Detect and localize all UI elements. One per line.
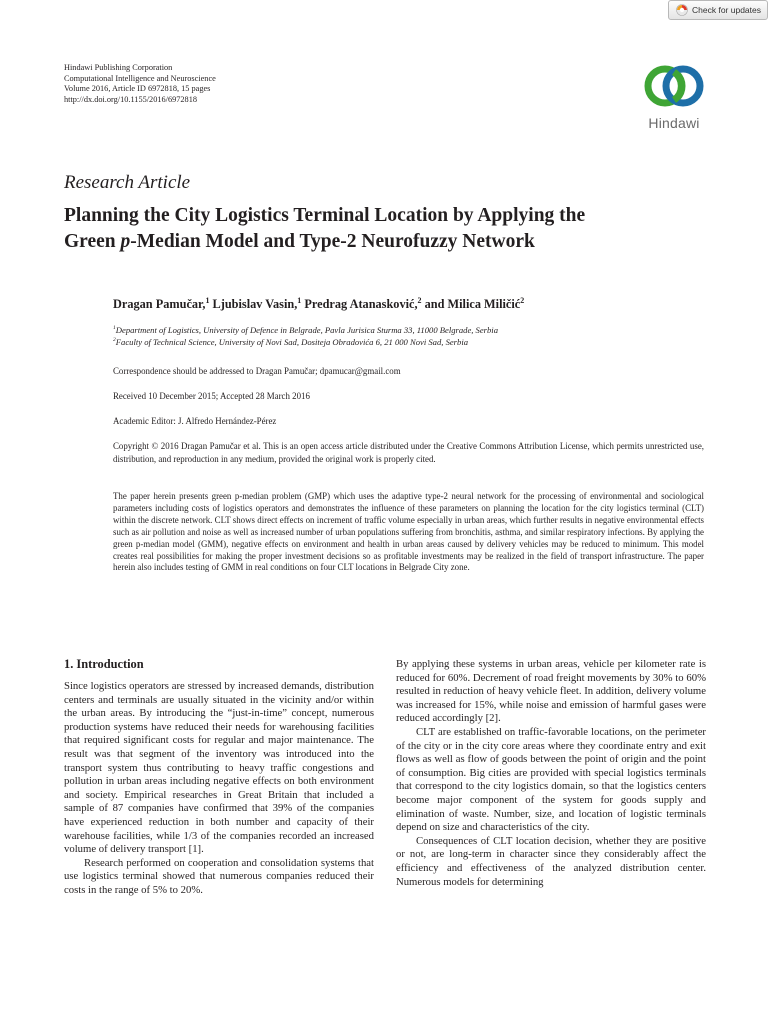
- title-line-1: Planning the City Logistics Terminal Location by Applying the: [64, 205, 586, 226]
- author-name: Predrag Atanasković,: [301, 297, 418, 311]
- academic-editor: Academic Editor: J. Alfredo Hernández-Pérez: [113, 416, 277, 426]
- affiliation-text: Faculty of Technical Science, University of Novi Sad, Dositeja Obradovića 6, 21 000 Novi Sad, Serbia: [115, 337, 469, 347]
- author-name: Dragan Pamučar,: [113, 297, 206, 311]
- received-dates: Received 10 December 2015; Accepted 28 March 2016: [113, 391, 310, 401]
- author-affiliation-mark: 2: [520, 295, 525, 305]
- title-line-2-post: -Median Model and Type-2 Neurofuzzy Network: [130, 231, 535, 252]
- left-column: [64, 656, 374, 898]
- article-type: Research Article: [64, 172, 191, 193]
- affiliation-mark: 1: [113, 325, 116, 332]
- paper-title: [64, 203, 714, 255]
- hindawi-logo: [634, 62, 714, 131]
- affiliation-2: [113, 337, 468, 347]
- check-for-updates-label: Check for updates: [692, 5, 761, 15]
- paragraph: Consequences of CLT location decision, whether they are positive or not, are long-term in character since they considerably affect the efficiency and effectiveness of the analyzed distribution center. Numerous models for determining: [396, 834, 706, 888]
- section-heading: 1. Introduction: [64, 657, 144, 671]
- paragraph: Research performed on cooperation and consolidation systems that use logistics terminal showed that numerous companies reduced their costs in the range of 5% to 20%.: [64, 856, 374, 896]
- copyright-notice: Copyright © 2016 Dragan Pamučar et al. This is an open access article distributed under the Creative Commons Attribution License, which permits unrestricted use, distribution, and reproduction in any medium, provided the original work is properly cited.: [113, 441, 704, 464]
- check-for-updates-button[interactable]: [668, 0, 768, 20]
- paragraph: CLT are established on traffic-favorable locations, on the perimeter of the city or in the city core areas where they coordinate entry and exit flows as well as flow of goods between the point of origin and the point of consumption. Big cities are provided with special logistics terminals that correspond to the city logistics domain, so that the logistics centers become major component of the system for goods supply and elimination of waste. Number, size, and location of logistic terminals depend on size and characteristics of the city.: [396, 725, 706, 834]
- author-affiliation-mark: 2: [417, 295, 422, 305]
- author-affiliation-mark: 1: [297, 295, 302, 305]
- author-name: and Milica Miličić: [421, 297, 521, 311]
- author-name: Ljubislav Vasin,: [209, 297, 298, 311]
- affiliation-text: Department of Logistics, University of Defence in Belgrade, Pavla Jurisica Sturma 33, 11000 Belgrade, Serbia: [115, 325, 498, 335]
- crossmark-icon: [676, 4, 688, 16]
- affiliation-1: [113, 325, 498, 335]
- right-column: [396, 658, 706, 889]
- journal-name: Computational Intelligence and Neuroscience: [64, 73, 216, 83]
- journal-header: [64, 63, 216, 105]
- abstract: The paper herein presents green p-median problem (GMP) which uses the adaptive type-2 neural network for the processing of environmental and sociological parameters including costs of logistics operators and demonstrates the influence of these parameters on planning the location for the city logistics terminal (CLT) within the discrete network. CLT shows direct effects on increment of traffic volume especially in urban areas, which further results in negative environmental effects such as air pollution and noise as well as increased number of urban populations suffering from bronchitis, asthma, and similar respiratory infections. By applying the green p-median model (GMM), negative effects on environment and health in urban areas caused by delivery vehicles may be reduced to minimum. This model creates real possibilities for making the proper investment decisions so as profitable investments may be realized in the field of transport infrastructure. The paper herein also includes testing of GMM in real conditions on four CLT locations in Belgrade City zone.: [113, 491, 704, 573]
- paragraph: By applying these systems in urban areas, vehicle per kilometer rate is reduced for 60%. Decrement of road freight movements by 30% to 60% resulted in reduction of heavy vehicle fleet. In addition, delivery volume was increased for 15%, while noise and emission of harmful gases were reduced accordingly [2].: [396, 658, 706, 725]
- author-list: [113, 297, 524, 312]
- publisher: Hindawi Publishing Corporation: [64, 63, 173, 72]
- correspondence: Correspondence should be addressed to Dragan Pamučar; dpamucar@gmail.com: [113, 366, 401, 376]
- volume-info: Volume 2016, Article ID 6972818, 15 pages: [64, 84, 211, 94]
- hindawi-logo-icon: [639, 62, 709, 112]
- hindawi-wordmark: Hindawi: [648, 115, 700, 131]
- doi-link[interactable]: http://dx.doi.org/10.1155/2016/6972818: [64, 94, 197, 104]
- title-line-2-pre: Green: [64, 231, 121, 252]
- paragraph: Since logistics operators are stressed by increased demands, distribution centers and terminals are usually situated in the vicinity and/or within the urban areas. By introducing the “just-in-time” concept, numerous production systems have reduced their needs for warehousing facilities that required significant costs for regular and major maintenance. The result was that segment of the inventory was introduced into the transport system thus contributing to heavy traffic congestions and pollution in urban areas including negative effects on both environment and society. Empirical researches in Great Britain that included a sample of 87 companies have confirmed that 39% of the companies have experienced reduction in both number and capacity of their warehouse facilities, while 1/3 of the companies recorded an increased volume of delivery transport [1].: [64, 680, 374, 856]
- author-affiliation-mark: 1: [205, 295, 210, 305]
- title-p-symbol: p: [120, 231, 131, 252]
- affiliation-mark: 2: [113, 337, 116, 344]
